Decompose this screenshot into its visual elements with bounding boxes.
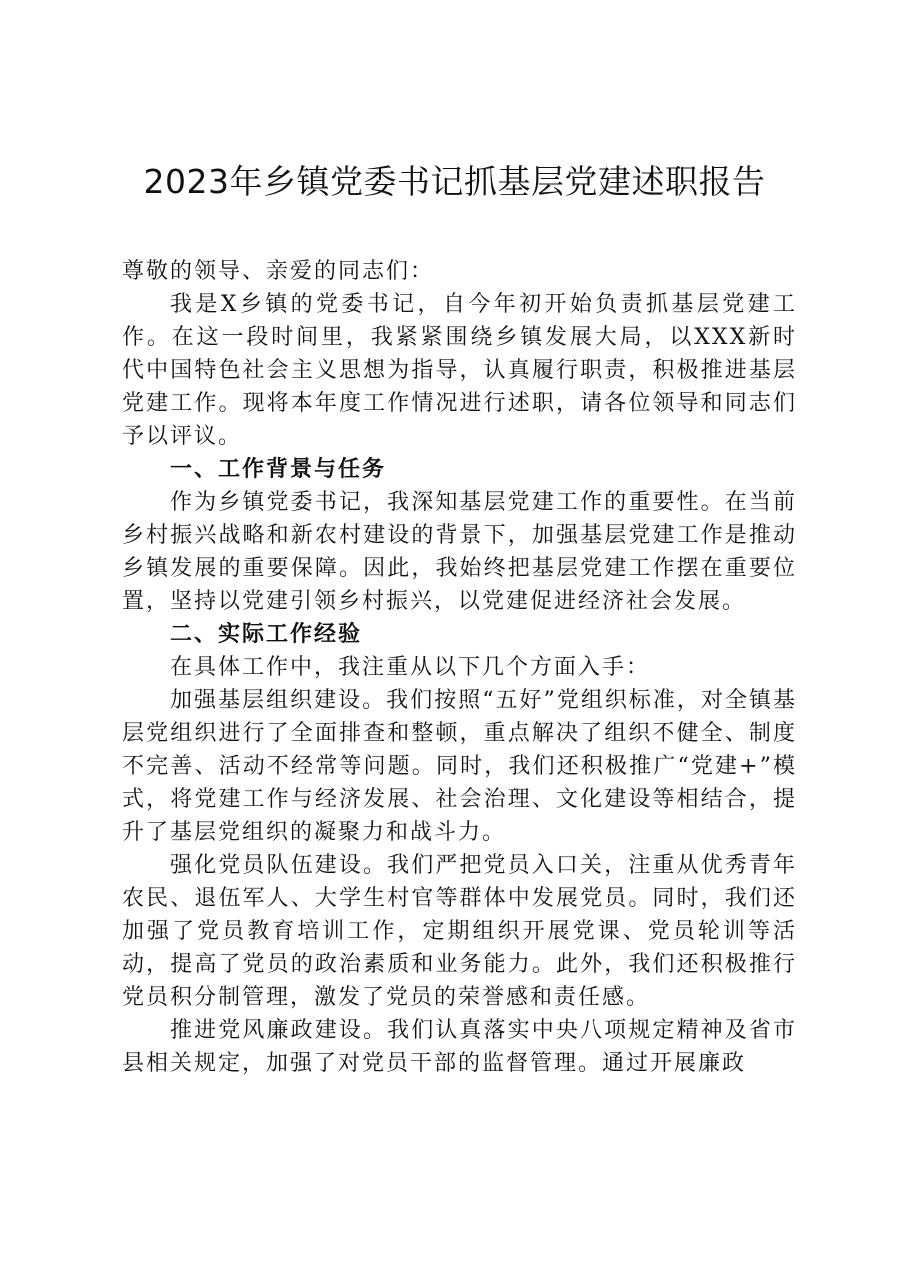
document-title: 2023年乡镇党委书记抓基层党建述职报告 [143,162,766,201]
section-heading-2: 二、实际工作经验 [170,622,363,647]
section-2-paragraph-1: 加强基层组织建设。我们按照“五好”党组织标准，对全镇基层党组织进行了全面排查和整顿，重点解决了组织不健全、制度不完善、活动不经常等问题。同时，我们还积极推广“党建+”模式，将党建工作与经济发展、社会治理、文化建设等相结合，提升了基层党组织的凝聚力和战斗力。 [122,688,797,845]
document-body [122,255,797,1080]
salutation: 尊敬的领导、亲爱的同志们： [122,259,435,284]
section-2-lead: 在具体工作中，我注重从以下几个方面入手： [170,655,651,680]
section-1-paragraph: 作为乡镇党委书记，我深知基层党建工作的重要性。在当前乡村振兴战略和新农村建设的背景下，加强基层党建工作是推动乡镇发展的重要保障。因此，我始终把基层党建工作摆在重要位置，坚持以党建引领乡村振兴，以党建促进经济社会发展。 [122,490,797,614]
section-2-paragraph-2: 强化党员队伍建设。我们严把党员入口关，注重从优秀青年农民、退伍军人、大学生村官等群体中发展党员。同时，我们还加强了党员教育培训工作，定期组织开展党课、党员轮训等活动，提高了党员的政治素质和业务能力。此外，我们还积极推行党员积分制管理，激发了党员的荣誉感和责任感。 [122,853,797,1010]
intro-paragraph: 我是X乡镇的党委书记，自今年初开始负责抓基层党建工作。在这一段时间里，我紧紧围绕乡镇发展大局，以XXX新时代中国特色社会主义思想为指导，认真履行职责，积极推进基层党建工作。现将本年度工作情况进行述职，请各位领导和同志们予以评议。 [122,292,797,449]
section-heading-1: 一、工作背景与任务 [170,457,387,482]
section-2-paragraph-3: 推进党风廉政建设。我们认真落实中央八项规定精神及省市县相关规定，加强了对党员干部的监督管理。通过开展廉政 [122,1018,797,1076]
